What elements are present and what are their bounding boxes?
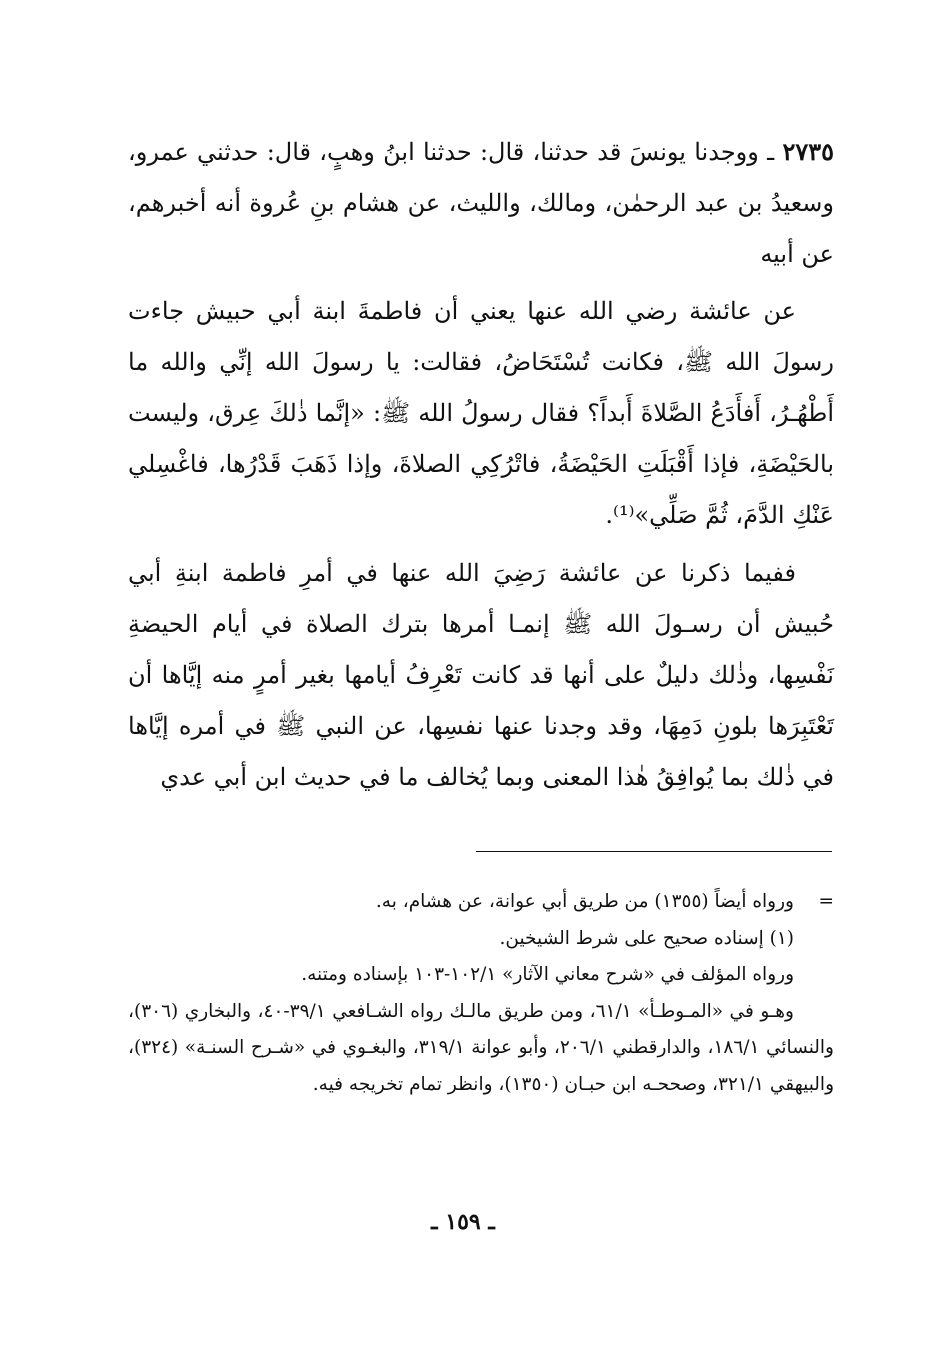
footnote-1-block: وهـو في «المـوطـأ» ٦١/١، ومن طريق مالـك رواه الشـافعي ٣٩/١-٤٠، والبخاري (٣٠٦)، والنسائي ١٨٦/١، والدارقطني ٢٠٦/١، وأبو عوانة ٣١٩/١، والبغـوي في «شـرح السنـة» (٣٢٤)، والبيهقي ٣٢١/١، وصححـه ابن حبـان (١٣٥٠)، وانظر تمام تخريجه فيه. — [128, 1000, 834, 1095]
footnote-continuation — [128, 884, 834, 921]
footnote-separator — [476, 851, 832, 852]
hadith-number-separator: ـ — [758, 138, 783, 166]
hadith-number: ٢٧٣٥ — [782, 137, 834, 166]
hadith-text-paragraph — [128, 286, 834, 541]
continuation-marker: = — [818, 891, 834, 912]
footnotes — [128, 884, 834, 1103]
hadith-chain-text: ووجدنا يونسَ قد حدثنا، قال: حدثنا ابنُ وهبٍ، قال: حدثني عمرو، وسعيدُ بن عبد الرحمٰن، ومالك، والليث، عن هشام بنِ عُروة أنه أخبرهم، عن أبيه — [128, 138, 834, 268]
footnote-1: (١) إسناده صحيح على شرط الشيخين. — [499, 927, 794, 949]
body-paragraph: عن عائشة رضي الله عنها يعني أن فاطمةَ ابنة أبي حبيش جاءت رسولَ الله ﷺ، فكانت تُسْتَحَاضُ، فقالت: يا رسولَ الله إنِّي والله ما أَطْهُـرُ، أَفأَدَعُ الصَّلاةَ أَبداً؟ فقال رسولُ الله ﷺ: «إنَّما ذٰلكَ عِرق، وليست بالحَيْضَةِ، فإذا أَقْبَلَتِ الحَيْضَةُ، فاتْرُكِي الصلاةَ، وإذا ذَهَبَ قَدْرُها، فاغْسِلي عَنْكِ الدَّمَ، ثُمَّ صَلِّي»⁽¹⁾. — [128, 297, 834, 529]
commentary-paragraph — [128, 548, 834, 803]
footnote-continuation-text: ورواه أيضاً (١٣٥٥) من طريق أبي عوانة، عن هشام، به. — [375, 891, 794, 912]
footnote-1-line-2: ورواه المؤلف في «شرح معاني الآثار» ١٠٢/١-١٠٣ بإسناده ومتنه. — [301, 964, 794, 985]
hadith-paragraph — [128, 126, 834, 280]
body-paragraph: ففيما ذكرنا عن عائشة رَضِيَ الله عنها في أمرِ فاطمة ابنةِ أبي حُبيش أن رسـولَ الله ﷺ إنمـا أمرها بترك الصلاة في أيام الحيضةِ نَفْسِها، وذٰلك دليلٌ على أنها قد كانت تَعْرِفُ أيامها بغير أمرٍ منه إيَّاها أن تَعْتَبِرَها بلونِ دَمِهَا، وقد وجدنا عنها نفسِها، عن النبي ﷺ في أمره إيَّاها في ذٰلك بما يُوافِقُ هٰذا المعنى وبما يُخالف ما في حديث ابن أبي عدي — [128, 559, 834, 791]
page-number: ـ ١٥٩ ـ — [431, 1209, 495, 1235]
